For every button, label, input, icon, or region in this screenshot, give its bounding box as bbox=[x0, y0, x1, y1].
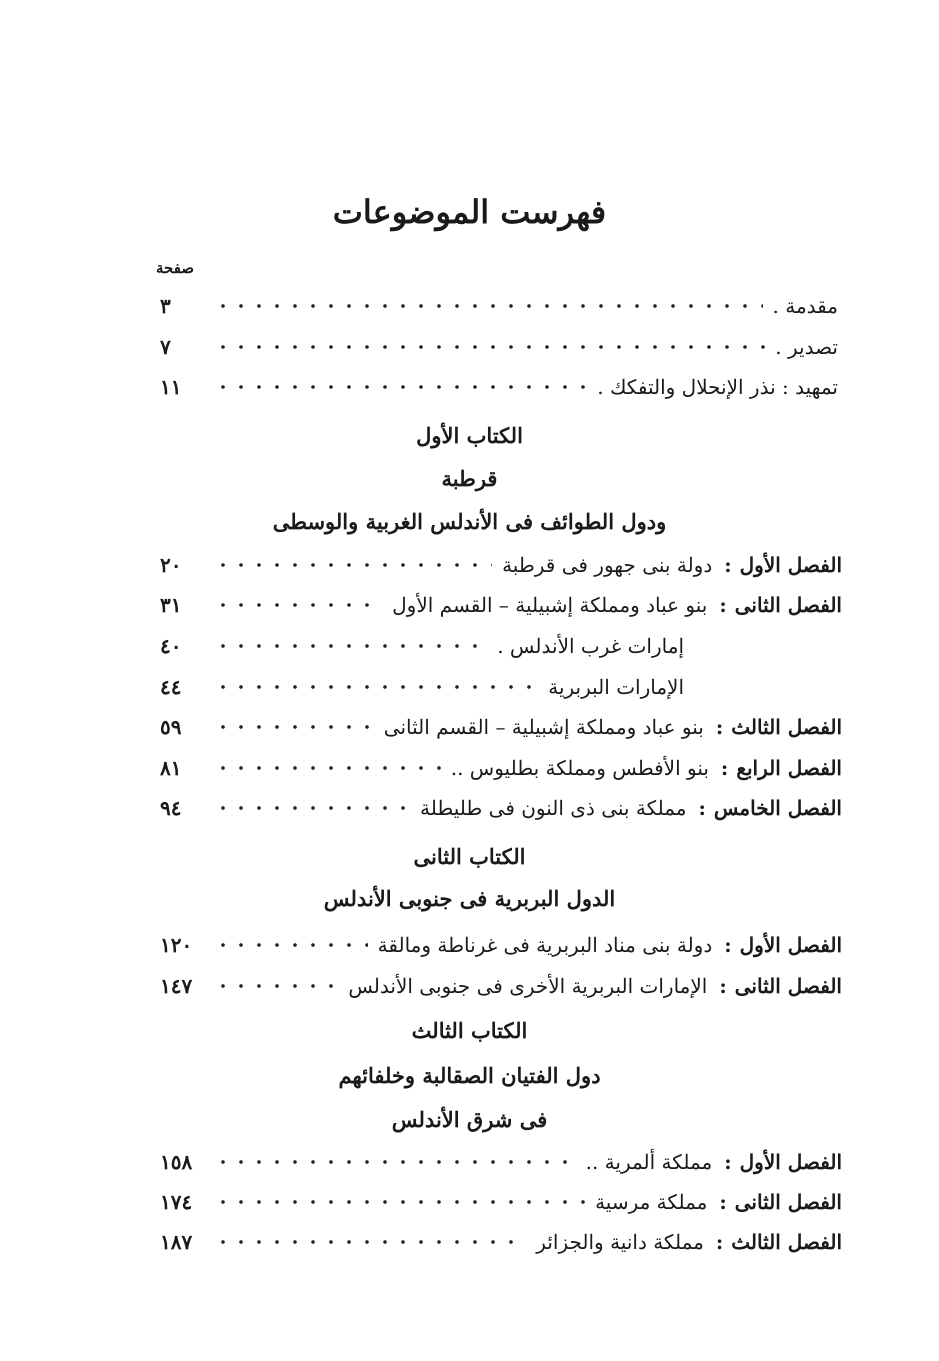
page-number: ٣ bbox=[160, 294, 171, 318]
entry-title: بنو عباد ومملكة إشبيلية – القسم الأول bbox=[392, 593, 708, 617]
book-1-heading: الكتاب الأول bbox=[416, 423, 523, 448]
toc-entry[interactable] bbox=[160, 966, 842, 1006]
entry-title: تمهيد : نذر الإنحلال والتفكك . bbox=[597, 375, 838, 399]
book-3-heading: الكتاب الثالث bbox=[411, 1018, 528, 1043]
leader-dots bbox=[214, 327, 765, 367]
entry-title: بنو عباد ومملكة إشبيلية – القسم الثانى bbox=[383, 715, 704, 739]
page-number: ١٤٧ bbox=[160, 974, 193, 998]
entry-title: الإمارات البربرية bbox=[548, 675, 684, 699]
toc-entry-introduction[interactable] bbox=[160, 286, 842, 326]
page-title: فهرست الموضوعات bbox=[332, 193, 607, 231]
leader-dots bbox=[214, 707, 374, 747]
entry-title: مملكة ألمرية .. bbox=[585, 1150, 713, 1174]
book-1-subheading: قرطبة bbox=[441, 466, 498, 491]
book-1-subtitle: ودول الطوائف فى الأندلس الغربية والوسطى bbox=[272, 509, 667, 534]
page-number: ٥٩ bbox=[160, 715, 182, 739]
page-number: ١١ bbox=[160, 375, 182, 399]
leader-dots bbox=[214, 1222, 526, 1262]
chapter-label: الفصل الأول bbox=[739, 933, 842, 957]
page-number: ١٧٤ bbox=[160, 1190, 193, 1214]
page-number: ٢٠ bbox=[160, 553, 182, 577]
toc-entry[interactable] bbox=[160, 748, 842, 788]
separator: : bbox=[720, 756, 729, 780]
leader-dots bbox=[214, 966, 338, 1006]
toc-entry[interactable] bbox=[160, 667, 842, 707]
separator: : bbox=[698, 796, 706, 820]
separator: : bbox=[715, 715, 724, 739]
leader-dots bbox=[214, 925, 368, 965]
leader-dots bbox=[214, 286, 763, 326]
entry-title: مملكة بنى ذى النون فى طليطلة bbox=[419, 796, 687, 820]
book-2-heading: الكتاب الثانى bbox=[413, 844, 526, 869]
entry-title: مملكة مرسية bbox=[595, 1190, 708, 1214]
toc-entry[interactable] bbox=[160, 1182, 842, 1222]
toc-entry[interactable] bbox=[160, 626, 842, 666]
chapter-label: الفصل الرابع bbox=[736, 756, 842, 780]
chapter-label: الفصل الثالث bbox=[731, 715, 842, 739]
separator: : bbox=[719, 593, 727, 617]
leader-dots bbox=[214, 367, 587, 407]
chapter-label: الفصل الثالث bbox=[731, 1230, 842, 1254]
page-column-label: صفحة bbox=[155, 259, 195, 277]
toc-entry[interactable] bbox=[160, 1222, 842, 1262]
leader-dots bbox=[214, 585, 382, 625]
separator: : bbox=[719, 974, 727, 998]
toc-entry[interactable] bbox=[160, 585, 842, 625]
chapter-label: الفصل الأول bbox=[739, 1150, 842, 1174]
separator: : bbox=[724, 933, 732, 957]
leader-dots bbox=[214, 626, 487, 666]
entry-title: إمارات غرب الأندلس . bbox=[497, 634, 684, 658]
leader-dots bbox=[214, 748, 441, 788]
separator: : bbox=[724, 553, 732, 577]
toc-entry[interactable] bbox=[160, 707, 842, 747]
page-number: ٣١ bbox=[160, 593, 182, 617]
entry-title: دولة بنى جهور فى قرطبة bbox=[502, 553, 713, 577]
page-number: ٤٤ bbox=[160, 675, 182, 699]
entry-title: مملكة دانية والجزائر bbox=[536, 1230, 704, 1254]
book-3-subtitle: دول الفتيان الصقالبة وخلفائهم bbox=[338, 1063, 601, 1088]
page-number: ٨١ bbox=[160, 756, 182, 780]
leader-dots bbox=[214, 1182, 585, 1222]
chapter-label: الفصل الثانى bbox=[734, 593, 842, 617]
leader-dots bbox=[214, 545, 492, 585]
separator: : bbox=[724, 1150, 732, 1174]
toc-entry-preface[interactable] bbox=[160, 327, 842, 367]
entry-title: بنو الأفطس ومملكة بطليوس .. bbox=[450, 756, 709, 780]
page-number: ١٥٨ bbox=[160, 1150, 193, 1174]
toc-entry[interactable] bbox=[160, 1142, 842, 1182]
toc-entry-prelude[interactable] bbox=[160, 367, 842, 407]
page-number: ٧ bbox=[160, 335, 171, 359]
entry-title: تصدير . bbox=[775, 335, 838, 359]
separator: : bbox=[719, 1190, 727, 1214]
page-number: ٩٤ bbox=[160, 796, 182, 820]
leader-dots bbox=[214, 788, 410, 828]
toc-entry[interactable] bbox=[160, 545, 842, 585]
chapter-label: الفصل الثانى bbox=[734, 974, 842, 998]
chapter-label: الفصل الخامس bbox=[713, 796, 842, 820]
entry-title: الإمارات البربرية الأخرى فى جنوبى الأندلس bbox=[348, 974, 708, 998]
book-3-subtitle-2: فى شرق الأندلس bbox=[391, 1107, 548, 1132]
separator: : bbox=[715, 1230, 724, 1254]
toc-entry[interactable] bbox=[160, 925, 842, 965]
page-number: ١٢٠ bbox=[160, 933, 193, 957]
page-number: ٤٠ bbox=[160, 634, 182, 658]
chapter-label: الفصل الثانى bbox=[734, 1190, 842, 1214]
chapter-label: الفصل الأول bbox=[739, 553, 842, 577]
leader-dots bbox=[214, 667, 538, 707]
book-2-subtitle: الدول البربرية فى جنوبى الأندلس bbox=[323, 886, 616, 911]
page-number: ١٨٧ bbox=[160, 1230, 193, 1254]
toc-entry[interactable] bbox=[160, 788, 842, 828]
entry-title: دولة بنى مناد البربرية فى غرناطة ومالقة bbox=[377, 933, 713, 957]
leader-dots bbox=[214, 1142, 576, 1182]
entry-title: مقدمة . bbox=[772, 294, 838, 318]
